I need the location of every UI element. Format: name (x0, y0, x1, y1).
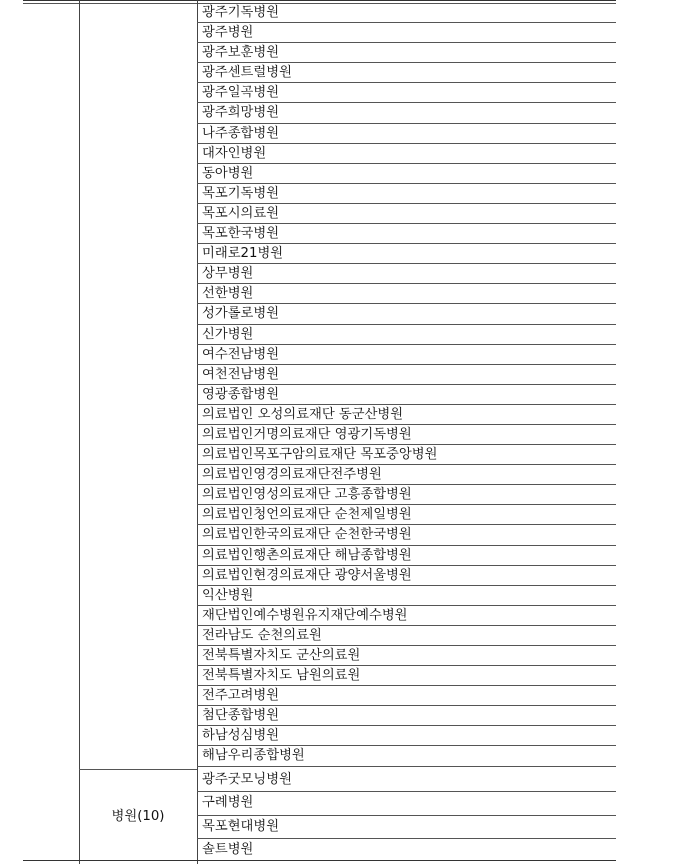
table-row: 구례병원 (197, 792, 616, 815)
table-row: 첨단종합병원 (197, 706, 616, 726)
table-row: 의료법인 오성의료재단 동군산병원 (197, 405, 616, 425)
table-row: 전북특별자치도 남원의료원 (197, 666, 616, 686)
table-bottom-rule (23, 860, 616, 861)
table-row: 의료법인영성의료재단 고흥종합병원 (197, 485, 616, 505)
table-row: 목포시의료원 (197, 204, 616, 224)
table-row: 의료법인한국의료재단 순천한국병원 (197, 525, 616, 545)
table-row: 나주종합병원 (197, 124, 616, 144)
hospital-table (23, 0, 616, 864)
table-top-rule (23, 0, 616, 1)
table-row: 목포현대병원 (197, 816, 616, 839)
category-label-hospital: 병원(10) (79, 769, 197, 858)
table-row: 광주센트럴병원 (197, 63, 616, 83)
table-row: 재단법인예수병원유지재단예수병원 (197, 606, 616, 626)
table-row: 의료법인거명의료재단 영광기독병원 (197, 425, 616, 445)
hospital-list-general (197, 3, 616, 767)
table-row: 신가병원 (197, 325, 616, 345)
table-row: 선한병원 (197, 284, 616, 304)
table-row: 의료법인영경의료재단전주병원 (197, 465, 616, 485)
table-row: 여천전남병원 (197, 365, 616, 385)
table-row: 전라남도 순천의료원 (197, 626, 616, 646)
table-row: 상무병원 (197, 264, 616, 284)
table-row: 광주병원 (197, 23, 616, 43)
table-row: 의료법인현경의료재단 광양서울병원 (197, 566, 616, 586)
table-row: 의료법인행촌의료재단 해남종합병원 (197, 546, 616, 566)
table-row: 전주고려병원 (197, 686, 616, 706)
table-row: 여수전남병원 (197, 345, 616, 365)
table-row: 영광종합병원 (197, 385, 616, 405)
table-row: 목포한국병원 (197, 224, 616, 244)
table-row: 솔트병원 (202, 842, 254, 858)
table-row: 동아병원 (197, 164, 616, 184)
table-row: 하남성심병원 (197, 726, 616, 746)
table-row: 목포기독병원 (197, 184, 616, 204)
table-row: 익산병원 (197, 586, 616, 606)
table-row: 광주기독병원 (197, 3, 616, 23)
table-row: 성가롤로병원 (197, 304, 616, 324)
table-row: 대자인병원 (197, 144, 616, 164)
table-row: 광주굿모닝병원 (197, 769, 616, 792)
hospital-list-hospital (197, 769, 616, 863)
table-row: 의료법인목포구암의료재단 목포중앙병원 (197, 445, 616, 465)
table-row: 광주희망병원 (197, 103, 616, 123)
table-row: 광주일곡병원 (197, 83, 616, 103)
table-row: 미래로21병원 (197, 244, 616, 264)
table-row: 해남우리종합병원 (197, 746, 616, 766)
table-row: 전북특별자치도 군산의료원 (197, 646, 616, 666)
column-divider-1 (79, 0, 80, 864)
table-row: 광주보훈병원 (197, 43, 616, 63)
table-row: 의료법인청언의료재단 순천제일병원 (197, 505, 616, 525)
